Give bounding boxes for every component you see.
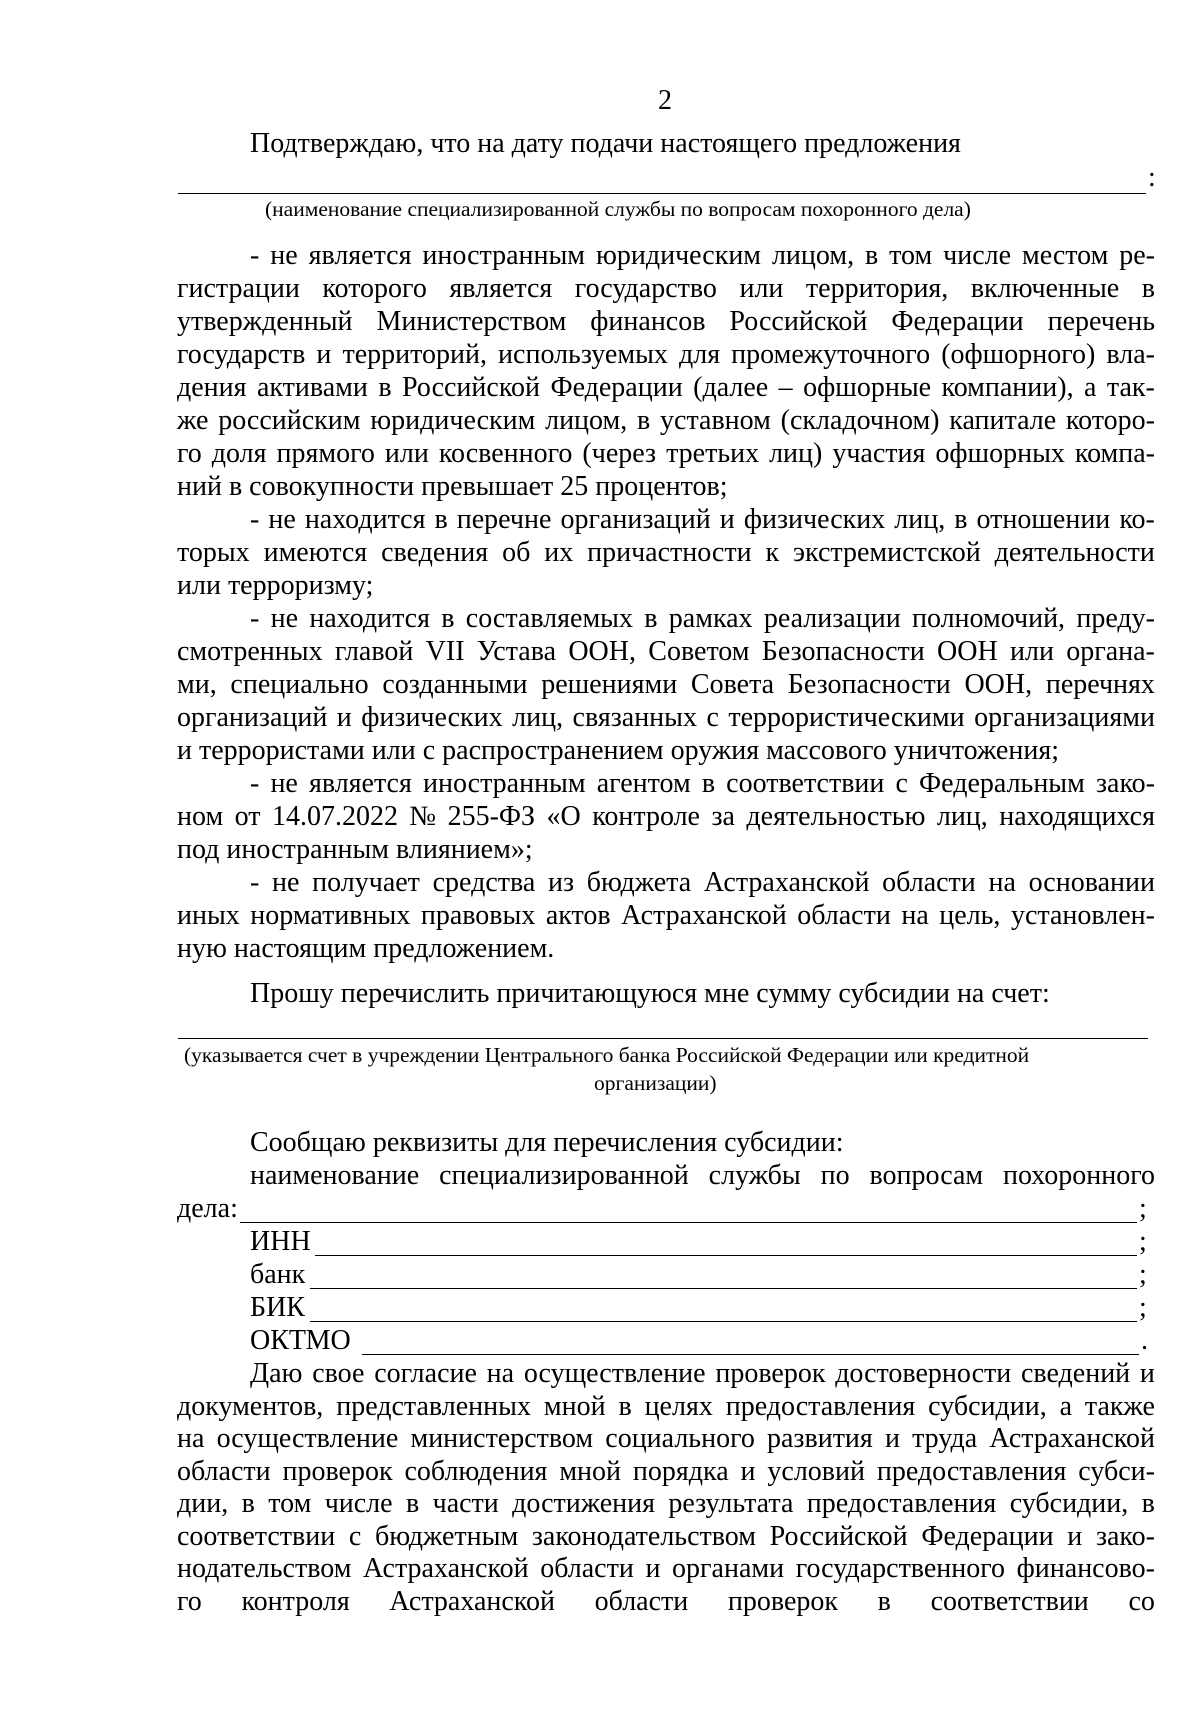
- organization-name-input-line[interactable]: [240, 1222, 1137, 1223]
- consent-line: области проверок соблюдения мной порядка и условий предоставления субси-: [177, 1455, 1155, 1487]
- bank-label: банк: [250, 1259, 306, 1290]
- consent-line: на осуществление министерством социального развития и труда Астраханской: [177, 1423, 1155, 1454]
- semicolon: ;: [1139, 1226, 1147, 1257]
- statement-line: государств и территорий, используемых для промежуточного (офшорного) вла-: [177, 339, 1155, 370]
- statement-line: - не является иностранным юридическим лицом, в том числе местом ре-: [250, 240, 1155, 271]
- requisites-name-line: наименование специализированной службы по вопросам похоронного: [250, 1160, 1155, 1191]
- requisites-heading: Сообщаю реквизиты для перечисления субсидии:: [250, 1127, 844, 1158]
- consent-line: соответствии с бюджетным законодательством Российской Федерации и зако-: [177, 1520, 1155, 1552]
- statement-line: ми, специально созданными решениями Совета Безопасности ООН, перечнях: [177, 669, 1155, 700]
- organization-name-line[interactable]: [178, 193, 1146, 194]
- consent-line: го контроля Астраханской области проверок в соответствии со: [177, 1585, 1155, 1617]
- confirm-line: Подтверждаю, что на дату подачи настоящего предложения: [250, 128, 961, 159]
- semicolon: ;: [1139, 1259, 1147, 1290]
- oktmo-input-line[interactable]: [362, 1354, 1139, 1355]
- requisites-name-label: дела:: [177, 1193, 238, 1224]
- inn-label: ИНН: [250, 1226, 311, 1257]
- page-number: 2: [658, 85, 672, 116]
- semicolon: ;: [1139, 1193, 1147, 1224]
- period: .: [1141, 1325, 1148, 1356]
- inn-input-line[interactable]: [315, 1255, 1137, 1256]
- statement-line: - не является иностранным агентом в соответствии с Федеральным зако-: [250, 768, 1155, 799]
- account-caption-line2: организации): [594, 1071, 717, 1095]
- statement-line: - не находится в составляемых в рамках реализации полномочий, преду-: [250, 603, 1155, 634]
- bank-input-line[interactable]: [310, 1288, 1137, 1289]
- statement-line: или терроризму;: [177, 570, 374, 601]
- consent-line: документов, представленных мной в целях предоставления субсидии, а также: [177, 1390, 1155, 1422]
- consent-line: нодательством Астраханской области и органами государственного финансово-: [177, 1553, 1155, 1584]
- oktmo-label: ОКТМО: [250, 1325, 351, 1356]
- organization-name-colon: :: [1148, 162, 1156, 193]
- bik-label: БИК: [250, 1292, 305, 1323]
- statement-line: торых имеются сведения об их причастности к экстремистской деятельности: [177, 537, 1155, 568]
- consent-line: Даю свое согласие на осуществление проверок достоверности сведений и: [250, 1358, 1155, 1389]
- organization-name-caption: (наименование специализированной службы по вопросам похоронного дела): [265, 197, 971, 221]
- semicolon: ;: [1139, 1292, 1147, 1323]
- bik-input-line[interactable]: [310, 1321, 1137, 1322]
- statement-line: иных нормативных правовых актов Астраханской области на цель, установлен-: [177, 900, 1155, 931]
- statement-line: под иностранным влиянием»;: [177, 834, 533, 865]
- account-line[interactable]: [178, 1038, 1148, 1039]
- statement-line: организаций и физических лиц, связанных с террористическими организациями: [177, 702, 1155, 733]
- statement-line: ном от 14.07.2022 № 255-ФЗ «О контроле за деятельностью лиц, находящихся: [177, 801, 1155, 832]
- statement-line: же российским юридическим лицом, в уставном (складочном) капитале которо-: [177, 405, 1155, 436]
- statement-line: смотренных главой VII Устава ООН, Советом Безопасности ООН или органа-: [177, 636, 1155, 667]
- account-caption-line1: (указывается счет в учреждении Центрального банка Российской Федерации или кредитной: [184, 1043, 1030, 1067]
- statement-line: утвержденный Министерством финансов Российской Федерации перечень: [177, 306, 1155, 337]
- requisites-name-field: [177, 1193, 238, 1225]
- statement-line: го доля прямого или косвенного (через третьих лиц) участия офшорных компа-: [177, 438, 1155, 469]
- statement-line: дения активами в Российской Федерации (далее – офшорные компании), а так-: [177, 372, 1155, 403]
- statement-line: - не получает средства из бюджета Астраханской области на основании: [250, 867, 1155, 898]
- consent-line: дии, в том числе в части достижения результата предоставления субсидии, в: [177, 1488, 1155, 1519]
- statement-line: ний в совокупности превышает 25 процентов;: [177, 471, 728, 502]
- statement-line: - не находится в перечне организаций и физических лиц, в отношении ко-: [250, 504, 1155, 535]
- transfer-request: Прошу перечислить причитающуюся мне сумму субсидии на счет:: [250, 978, 1050, 1009]
- statement-line: и террористами или с распространением оружия массового уничтожения;: [177, 735, 1059, 766]
- statement-line: гистрации которого является государство или территория, включенные в: [177, 273, 1155, 304]
- statement-line: ную настоящим предложением.: [177, 933, 555, 964]
